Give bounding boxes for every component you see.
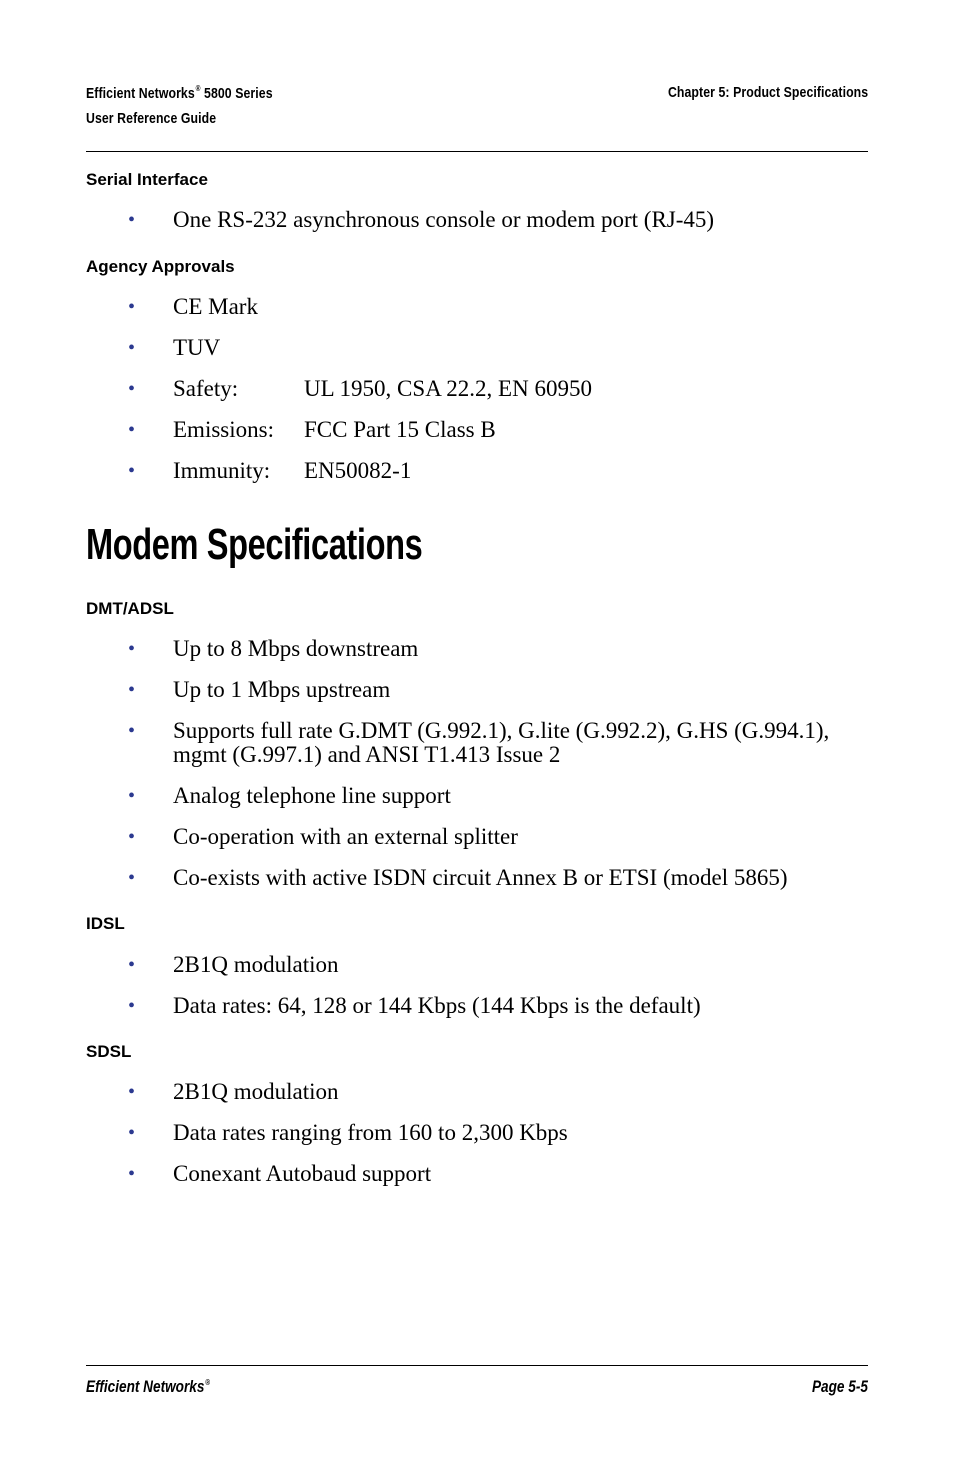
section-heading-serial-interface: Serial Interface (86, 170, 208, 189)
header-chapter-title: Chapter 5: Product Specifications (667, 84, 868, 101)
bullet-icon: • (128, 209, 136, 231)
footer-brand: Efficient Networks® (86, 1377, 210, 1396)
approval-label: Immunity: (173, 458, 271, 483)
approval-value: UL 1950, CSA 22.2, EN 60950 (304, 376, 592, 401)
section-heading-dmt-adsl: DMT/ADSL (86, 599, 174, 618)
header-product-title: Efficient Networks® 5800 Series (86, 84, 273, 102)
approval-label: Emissions: (173, 417, 274, 442)
section-heading-sdsl: SDSL (86, 1042, 132, 1061)
bullet-icon: • (128, 460, 136, 482)
section-heading-idsl: IDSL (86, 914, 125, 933)
registered-mark: ® (205, 1378, 210, 1387)
bullet-icon: • (128, 867, 136, 889)
bullet-icon: • (128, 995, 136, 1017)
bullet-icon: • (128, 1122, 136, 1144)
approval-value: EN50082-1 (304, 458, 412, 483)
section-heading-agency-approvals: Agency Approvals (86, 257, 235, 276)
bullet-icon: • (128, 1081, 136, 1103)
bullet-icon: • (128, 826, 136, 848)
bullet-icon: • (128, 679, 136, 701)
header-divider (86, 151, 868, 152)
bullet-icon: • (128, 720, 136, 742)
bullet-icon: • (128, 785, 136, 807)
bullet-icon: • (128, 378, 136, 400)
bullet-icon: • (128, 1163, 136, 1185)
header-guide-title: User Reference Guide (86, 110, 217, 127)
bullet-icon: • (128, 638, 136, 660)
registered-mark: ® (195, 84, 201, 93)
approval-label: Safety: (173, 376, 239, 401)
bullet-icon: • (128, 419, 136, 441)
bullet-icon: • (128, 337, 136, 359)
footer-divider (86, 1365, 868, 1366)
approval-value: FCC Part 15 Class B (304, 417, 496, 442)
page-number: Page 5-5 (812, 1377, 868, 1396)
bullet-icon: • (128, 296, 136, 318)
bullet-icon: • (128, 954, 136, 976)
page-title: Modem Specifications (86, 520, 423, 569)
